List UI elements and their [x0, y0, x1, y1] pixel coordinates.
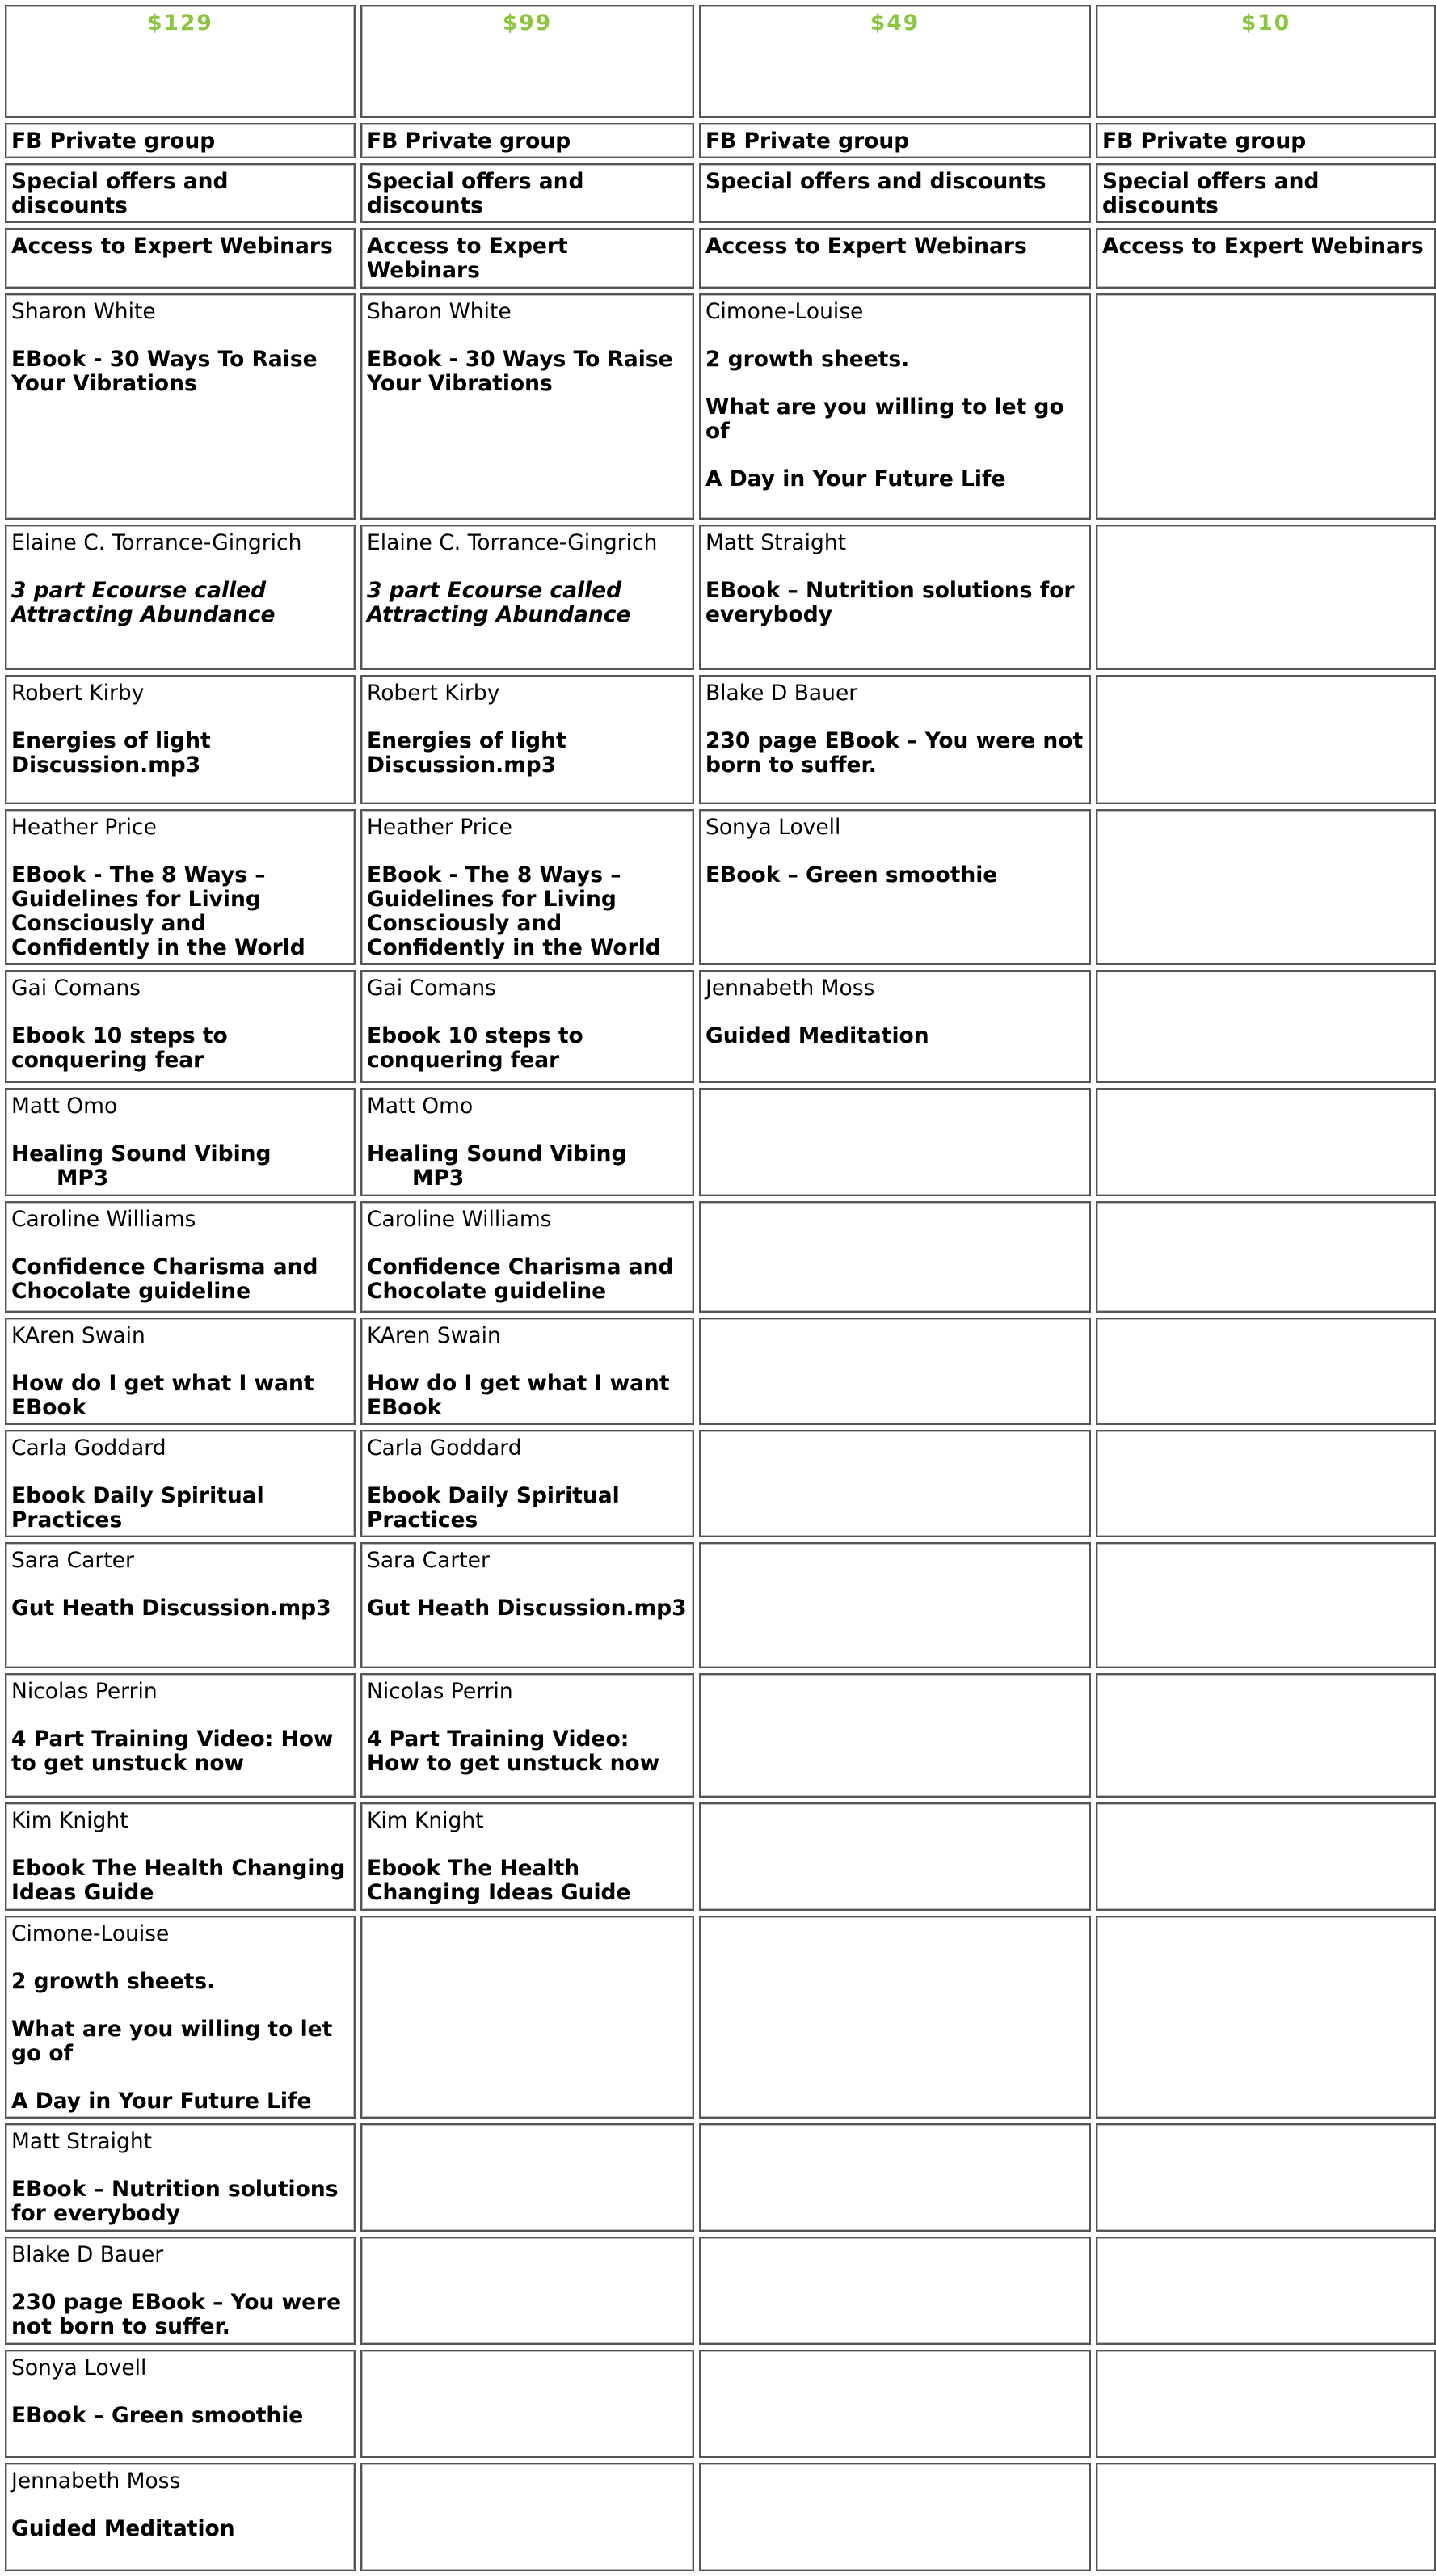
product-title: A Day in Your Future Life	[11, 2089, 312, 2114]
author-name: Matt Straight	[705, 530, 847, 555]
feature-cell: Special offers and discounts	[1096, 163, 1436, 223]
offer-cell	[5, 809, 356, 965]
author-name: Sara Carter	[11, 1548, 134, 1573]
product-title: Energies of light Discussion.mp3	[367, 728, 566, 778]
product-title: EBook – Green smoothie	[11, 2403, 304, 2428]
empty-cell	[1096, 1802, 1436, 1911]
author-name: Cimone-Louise	[705, 299, 864, 324]
product-title: 230 page EBook – You were not born to suffer.	[705, 728, 1084, 778]
feature-cell: FB Private group	[699, 123, 1091, 158]
offer-cell	[360, 293, 694, 520]
author-name: Nicolas Perrin	[11, 1679, 158, 1704]
empty-cell	[1096, 2123, 1436, 2232]
empty-cell	[1096, 1542, 1436, 1668]
feature-row	[5, 163, 1436, 223]
product-title: What are you willing to let go of	[11, 2017, 333, 2066]
product-title: EBook - The 8 Ways – Guidelines for Living Consciously and Confidently in the World	[367, 862, 661, 960]
feature-cell: Access to Expert Webinars	[699, 228, 1091, 289]
product-title: Energies of light Discussion.mp3	[11, 728, 211, 778]
offer-cell	[699, 809, 1091, 965]
author-name: Elaine C. Torrance-Gingrich	[367, 530, 658, 555]
empty-cell	[1096, 2463, 1436, 2571]
offer-cell	[360, 1201, 694, 1313]
author-name: Sonya Lovell	[705, 815, 841, 840]
author-name: Heather Price	[11, 815, 157, 840]
author-name: Nicolas Perrin	[367, 1679, 513, 1704]
author-name: Gai Comans	[367, 976, 496, 1001]
empty-cell	[1096, 2237, 1436, 2345]
product-title: Confidence Charisma and Chocolate guideline	[367, 1254, 674, 1304]
offer-cell	[360, 1673, 694, 1798]
product-title: EBook - 30 Ways To Raise Your Vibrations	[11, 347, 318, 396]
author-name: Kim Knight	[367, 1808, 484, 1833]
product-title: 2 growth sheets.	[11, 1969, 216, 1994]
offer-row	[5, 1916, 1436, 2119]
product-title: 3 part Ecourse called Attracting Abundance	[11, 578, 276, 627]
offer-cell	[5, 2350, 356, 2458]
product-title: Ebook 10 steps to conquering fear	[367, 1023, 583, 1073]
offer-row	[5, 675, 1436, 804]
empty-cell	[360, 2463, 694, 2571]
offer-cell	[360, 525, 694, 670]
author-name: Matt Omo	[11, 1094, 118, 1119]
empty-cell	[1096, 293, 1436, 520]
product-title: 3 part Ecourse called Attracting Abundance	[367, 578, 631, 627]
offer-cell	[5, 525, 356, 670]
offer-row	[5, 2350, 1436, 2458]
empty-cell	[1096, 1916, 1436, 2119]
product-title: What are you willing to let go of	[705, 394, 1064, 444]
offer-cell	[5, 1916, 356, 2119]
product-title: Guided Meditation	[11, 2516, 235, 2541]
offer-cell	[5, 1201, 356, 1313]
author-name: Blake D Bauer	[705, 681, 858, 706]
offer-cell	[5, 1088, 356, 1196]
empty-cell	[699, 1916, 1091, 2119]
empty-cell	[699, 1673, 1091, 1798]
price-10: $10	[1096, 5, 1436, 118]
product-title: Ebook 10 steps to conquering fear	[11, 1023, 228, 1073]
offer-cell	[5, 293, 356, 520]
product-title: EBook – Nutrition solutions for everybody	[11, 2177, 339, 2226]
author-name: Elaine C. Torrance-Gingrich	[11, 530, 302, 555]
feature-cell: Special offers and discounts	[360, 163, 694, 223]
offer-row	[5, 293, 1436, 520]
offer-cell	[360, 809, 694, 965]
author-name: Jennabeth Moss	[705, 976, 875, 1001]
author-name: Sara Carter	[367, 1548, 490, 1573]
offer-cell	[360, 1430, 694, 1537]
author-name: Caroline Williams	[367, 1207, 552, 1232]
empty-cell	[1096, 675, 1436, 804]
offer-cell	[5, 1430, 356, 1537]
empty-cell	[699, 1542, 1091, 1668]
author-name: Blake D Bauer	[11, 2242, 164, 2267]
offer-cell	[699, 525, 1091, 670]
product-title: EBook – Nutrition solutions for everybody	[705, 578, 1075, 627]
product-title: A Day in Your Future Life	[705, 466, 1006, 491]
offer-cell	[5, 675, 356, 804]
feature-cell: Special offers and discounts	[5, 163, 356, 223]
feature-cell: Access to Expert Webinars	[360, 228, 694, 289]
author-name: Matt Omo	[367, 1094, 474, 1119]
product-title: EBook - 30 Ways To Raise Your Vibrations	[367, 347, 673, 396]
offer-cell	[5, 2237, 356, 2345]
offer-row	[5, 2123, 1436, 2232]
format-label: MP3	[412, 1166, 465, 1191]
empty-cell	[1096, 1430, 1436, 1537]
empty-cell	[360, 2123, 694, 2232]
feature-cell: FB Private group	[1096, 123, 1436, 158]
empty-cell	[699, 1088, 1091, 1196]
product-title	[11, 1142, 349, 1191]
empty-cell	[1096, 1201, 1436, 1313]
offer-cell	[360, 1088, 694, 1196]
offer-row	[5, 1802, 1436, 1911]
product-title: How do I get what I want EBook	[11, 1371, 329, 1420]
offer-row	[5, 1201, 1436, 1313]
author-name: Gai Comans	[11, 976, 141, 1001]
empty-cell	[699, 1318, 1091, 1425]
feature-cell: Access to Expert Webinars	[1096, 228, 1436, 289]
author-name: Sonya Lovell	[11, 2355, 147, 2380]
offer-cell	[699, 293, 1091, 520]
feature-row	[5, 228, 1436, 289]
price-99: $99	[360, 5, 694, 118]
offer-row	[5, 1542, 1436, 1668]
price-49: $49	[699, 5, 1091, 118]
empty-cell	[360, 1916, 694, 2119]
empty-cell	[699, 1802, 1091, 1911]
author-name: Kim Knight	[11, 1808, 128, 1833]
product-title: EBook - The 8 Ways – Guidelines for Living Consciously and Confidently in the World	[11, 862, 305, 960]
offer-cell	[5, 1673, 356, 1798]
offer-row	[5, 525, 1436, 670]
empty-cell	[699, 2350, 1091, 2458]
feature-cell: FB Private group	[5, 123, 356, 158]
author-name: Caroline Williams	[11, 1207, 196, 1232]
product-title: Gut Heath Discussion.mp3	[367, 1596, 687, 1621]
offer-cell	[360, 675, 694, 804]
product-name: Healing Sound Vibing	[11, 1141, 272, 1166]
offer-cell	[5, 2463, 356, 2571]
empty-cell	[699, 1201, 1091, 1313]
offer-cell	[360, 1802, 694, 1911]
author-name: Sharon White	[367, 299, 512, 324]
empty-cell	[699, 2123, 1091, 2232]
price-129: $129	[5, 5, 356, 118]
empty-cell	[1096, 1318, 1436, 1425]
author-name: Robert Kirby	[367, 681, 500, 706]
product-title: 4 Part Training Video: How to get unstuck now	[367, 1726, 660, 1776]
product-title: Ebook The Health Changing Ideas Guide	[11, 1856, 346, 1905]
product-title: EBook – Green smoothie	[705, 862, 998, 887]
product-title: Ebook The Health Changing Ideas Guide	[367, 1856, 631, 1905]
offer-cell	[5, 970, 356, 1083]
offer-cell	[5, 1318, 356, 1425]
author-name: Matt Straight	[11, 2129, 153, 2154]
empty-cell	[1096, 1673, 1436, 1798]
offer-row	[5, 1673, 1436, 1798]
format-label: MP3	[57, 1166, 109, 1191]
offer-cell	[5, 2123, 356, 2232]
offer-cell	[699, 970, 1091, 1083]
author-name: Carla Goddard	[11, 1436, 166, 1461]
feature-row	[5, 123, 1436, 158]
empty-cell	[699, 2463, 1091, 2571]
empty-cell	[1096, 1088, 1436, 1196]
product-title: 2 growth sheets.	[705, 347, 910, 372]
offer-row	[5, 1430, 1436, 1537]
author-name: KAren Swain	[367, 1323, 501, 1348]
empty-cell	[699, 1430, 1091, 1537]
feature-cell: Special offers and discounts	[699, 163, 1091, 223]
feature-cell: FB Private group	[360, 123, 694, 158]
empty-cell	[360, 2350, 694, 2458]
author-name: Carla Goddard	[367, 1436, 522, 1461]
product-title: Ebook Daily Spiritual Practices	[11, 1483, 264, 1533]
product-name: Healing Sound Vibing	[367, 1141, 627, 1166]
product-title: 230 page EBook – You were not born to suffer.	[11, 2290, 342, 2339]
offer-row	[5, 2237, 1436, 2345]
offer-row	[5, 1088, 1436, 1196]
author-name: Jennabeth Moss	[11, 2468, 181, 2494]
price-row	[5, 5, 1436, 118]
offer-cell	[360, 1318, 694, 1425]
product-title: 4 Part Training Video: How to get unstuck now	[11, 1726, 334, 1776]
product-title: Guided Meditation	[705, 1023, 929, 1048]
offer-row	[5, 1318, 1436, 1425]
empty-cell	[360, 2237, 694, 2345]
empty-cell	[1096, 809, 1436, 965]
empty-cell	[1096, 970, 1436, 1083]
empty-cell	[1096, 2350, 1436, 2458]
offer-cell	[699, 675, 1091, 804]
offer-cell	[5, 1542, 356, 1668]
product-title: How do I get what I want EBook	[367, 1371, 684, 1420]
offer-cell	[360, 1542, 694, 1668]
author-name: Sharon White	[11, 299, 156, 324]
author-name: Heather Price	[367, 815, 512, 840]
offer-cell	[360, 970, 694, 1083]
empty-cell	[699, 2237, 1091, 2345]
offer-row	[5, 970, 1436, 1083]
empty-cell	[1096, 525, 1436, 670]
author-name: Robert Kirby	[11, 681, 145, 706]
product-title: Gut Heath Discussion.mp3	[11, 1596, 331, 1621]
offer-row	[5, 809, 1436, 965]
author-name: Cimone-Louise	[11, 1921, 170, 1946]
offer-row	[5, 2463, 1436, 2571]
offer-cell	[5, 1802, 356, 1911]
feature-cell: Access to Expert Webinars	[5, 228, 356, 289]
product-title: Ebook Daily Spiritual Practices	[367, 1483, 620, 1533]
author-name: KAren Swain	[11, 1323, 145, 1348]
product-title	[367, 1142, 688, 1191]
product-title: Confidence Charisma and Chocolate guideline	[11, 1254, 318, 1304]
